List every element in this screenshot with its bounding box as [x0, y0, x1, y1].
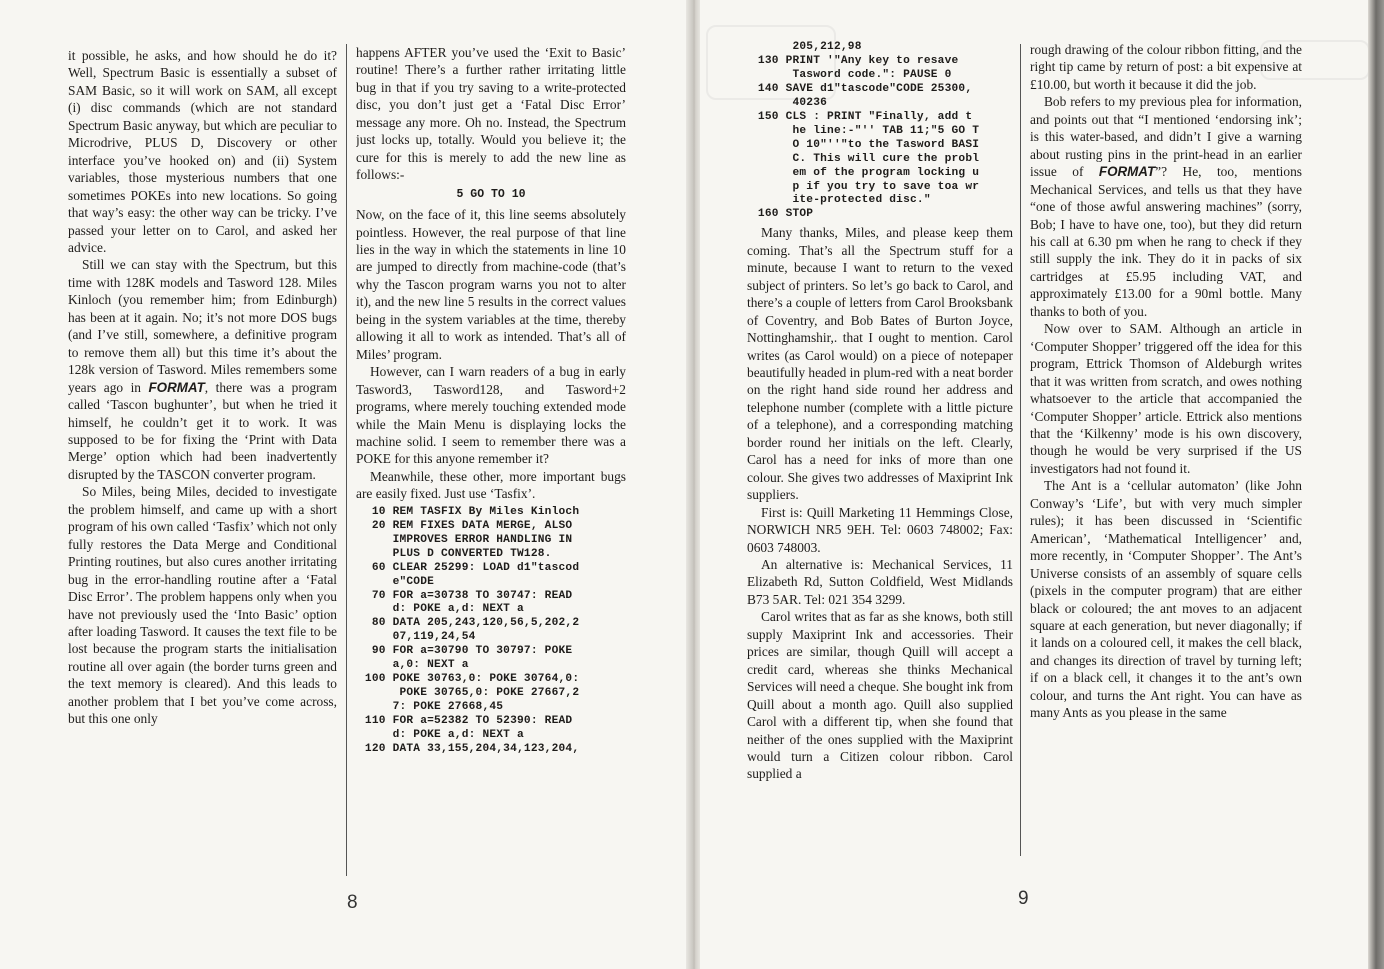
- left-column-2: [356, 44, 626, 864]
- paragraph: [356, 206, 626, 363]
- paragraph: [356, 468, 626, 503]
- magazine-title: FORMAT: [1098, 164, 1156, 180]
- paragraph: [747, 224, 1013, 503]
- column-divider: [1020, 44, 1021, 856]
- column-2-top-text: [356, 44, 626, 184]
- right-column-2: [1030, 41, 1302, 864]
- column-2-bottom-text: [356, 206, 626, 503]
- book-edge: [1368, 0, 1384, 969]
- tasfix-listing: 10 REM TASFIX By Miles Kinloch 20 REM FIXES DATA MERGE, ALSO IMPROVES ERROR HANDLING IN PLUS D CONVERTED TW128. 60 CLEAR 25299: LOAD d1"tascod e"CODE 70 FOR a=30738 TO 30747: READ d: POKE a,d: NEXT a 80 DATA 205,243,120,56,5,202,2 07,119,24,54 90 FOR a=30790 TO 30797: POKE a,0: NEXT a 100 POKE 30763,0: POKE 30764,0: POKE 30765,0: POKE 27667,2 7: POKE 27668,45 110 FOR a=52382 TO 52390: READ d: POKE a,d: NEXT a 120 DATA 33,155,204,34,123,204,: [364, 505, 580, 755]
- right-page: [700, 0, 1384, 969]
- paragraph-text: An alternative is: Mechanical Services, 11 Elizabeth Rd, Sutton Coldfield, West Midlands B73 5AR. Tel: 021 354 3299.: [747, 557, 1013, 607]
- paragraph-text: Meanwhile, these other, more important bugs are easily fixed. Just use ‘Tasfix’.: [356, 468, 626, 502]
- paragraph-text: ”? He, too, mentions Mechanical Services, and tells us that they have “one of those awful answering machines” (sorry, Bob; I have to have one, too), but they did return his call at 6.30 pm when he rang to check if they still supply the ink. They do it in packs of six cartridges at £5.95 including VAT, and approximately £13.00 for a 90ml bottle. Many thanks to both of you.: [1030, 164, 1302, 319]
- paragraph-text: , there was a program called ‘Tascon bughunter’, but when he tried it himself, he couldn’t get it to work. It was supposed to be for fixing the ‘Print with Data Merge’ option which had been inadvertently disrupted by the TASCON converter program.: [68, 379, 337, 482]
- tasfix-listing-continued: 205,212,98 130 PRINT '"Any key to resave Tasword code.": PAUSE 0 140 SAVE d1"tascode"CODE 25300, 40236 150 CLS : PRINT "Finally, add t he line:-"'' TAB 11;"5 GO T O 10"''"to the Tasword BASI C. This will cure the probl em of the program locking u p if you try to save toa wr ite-protected disc." 160 STOP: [757, 41, 980, 221]
- left-page: [0, 0, 688, 969]
- paragraph: [68, 483, 337, 727]
- paragraph: [1030, 477, 1302, 721]
- paragraph-text: Now, on the face of it, this line seems absolutely pointless. However, the real purpose of that line lies in the way in which the statements in line 10 are jumped to directly from machine-code (that’s why the Tascon program warns you not to alter it), and the new line 5 results in the correct values being in the system variables at the time, thereby allowing it all to work as intended. That’s all of Miles’ program.: [356, 207, 626, 362]
- paragraph-text: Carol writes that as far as she knows, both still supply Maxiprint Ink and accessories. Their prices are similar, though Quill will accept a credit card, whereas she thinks Mechanical Services will need a cheque. She bought ink from Quill about a month ago. Quill also supplied Carol with a different tip, when she found that neither of the ones supplied with the Maxiprint would turn a Citizen colour ribbon. Carol supplied a: [747, 609, 1013, 782]
- column-divider: [346, 44, 347, 876]
- code-line: 5 GO TO 10: [456, 187, 526, 201]
- paragraph-text: rough drawing of the colour ribbon fitting, and the right tip came by return of post: a bit expensive at £10.00, but worth it because it did the job.: [1030, 42, 1302, 92]
- right-column-1: [747, 41, 1013, 856]
- paragraph-text: Now over to SAM. Although an article in ‘Computer Shopper’ triggered off the idea for this program, Ettrick Thomson of Aldeburgh writes that it was written from scratch, and owes nothing whatsoever to the article that accompanied the ‘Computer Shopper’ article. Ettrick also mentions that the ‘Kilkenny’ mode is his own discovery, though he would be very surprised if the US investigators had not found it.: [1030, 321, 1302, 476]
- paragraph: [68, 256, 337, 483]
- paragraph: [356, 44, 626, 184]
- page-number: 8: [347, 892, 358, 913]
- paragraph: [747, 608, 1013, 783]
- paragraph-text: The Ant is a ‘cellular automaton’ (like John Conway’s ‘Life’, but with very much simpler rules); it has been discussed in ‘Scientific American’, ‘Mathematical Intelligencer’ and, more recently, in ‘Computer Shopper’. The Ant’s Universe consists of an assembly of square cells (pixels in the computer program) that are either black or coloured; the ant moves to an adjacent square at each generation, but never diagonally; if it lands on a coloured cell, it makes the cell black, and changes its direction of travel by turning left; if on a black cell, it changes it to the ant’s own colour, and turns the Ant right. You can have as many Ants as you please in the same: [1030, 478, 1302, 721]
- paragraph-text: However, can I warn readers of a bug in early Tasword3, Tasword128, and Tasword+2 programs, where merely touching extended mode while the Main Menu is displaying locks the machine solid. I seem to remember there was a POKE for this anyone remember it?: [356, 364, 626, 467]
- paragraph: [68, 47, 337, 256]
- paragraph-text: First is: Quill Marketing 11 Hemmings Close, NORWICH NR5 9EH. Tel: 0603 748002; Fax: 0603 748003.: [747, 504, 1013, 555]
- paragraph-text: Still we can stay with the Spectrum, but this time with 128K models and Tasword 128. Miles Kinloch (you remember him; from Edinburgh) has been at it again. No; it’s not more DOS bugs (and I’ve still, somewhere, a definitive program to remove them all) but this time it’s about the 128k version of Tasword. Miles remembers some years ago in: [68, 257, 337, 395]
- paragraph-text: happens AFTER you’ve used the ‘Exit to Basic’ routine! There’s a further rather irritating little bug in that if you try saving to a write-protected disc, you don’t just get a ‘Fatal Disc Error’ message any more. Oh no. Instead, the Spectrum just locks up, totally. Would you believe it; the cure for this is merely to add the new line as follows:-: [356, 45, 626, 183]
- paragraph: [1030, 41, 1302, 93]
- page-number: 9: [1018, 888, 1029, 909]
- paragraph: [356, 363, 626, 468]
- paragraph-text: it possible, he asks, and how should he do it? Well, Spectrum Basic is essentially a subset of SAM Basic, so it will work on SAM, all except (i) disc commands (which are not standard Spectrum Basic anyway, but which are peculiar to Microdrive, PLUS D, Discovery or other interface you’ve hooked on) and (ii) System variables, those mysterious numbers that one sometimes POKEs into new locations. So going that way’s easy: the other way can be tricky. I’ve passed your letter on to Carol, and asked her advice.: [68, 48, 337, 255]
- paragraph-text: So Miles, being Miles, decided to investigate the problem himself, and came up with a short program of his own called ‘Tasfix’ which not only fully restores the Data Merge and Conditional Printing routines, but also cures another irritating bug in the error-handling routine after a ‘Fatal Disc Error’. The problem happens only when you have not previously used the ‘Into Basic’ option after loading Tasword. It causes the text file to be lost because the program starts the initialisation routine all over again (the border turns green and the text memory is cleared). And this leads to another problem that I bet you’ve come across, but this one only: [68, 484, 337, 727]
- paragraph: [747, 556, 1013, 608]
- magazine-title: FORMAT: [148, 379, 205, 395]
- left-column-1: [68, 47, 337, 870]
- right-column-1-text: [747, 224, 1013, 783]
- paragraph: [1030, 320, 1302, 477]
- paragraph-text: Bob refers to my previous plea for information, and points out that “I mentioned ‘endorsing ink’; is this water-based, and didn’t I give a warning about rusting pins in the print-head in an earlier issue of: [1030, 94, 1302, 180]
- paragraph: [1030, 93, 1302, 320]
- paragraph-text: Many thanks, Miles, and please keep them coming. That’s all the Spectrum stuff for a minute, because I want to return to the vexed subject of printers. So let’s go back to Carol, and there’s a couple of letters from Carol Brooksbank of Coventry, and Bob Bates of Burton Joyce, Nottinghamshir,. that I ought to mention. Carol writes (as Carol would) on a piece of notepaper beautifully headed in plum-red with a neat border on the right hand side round her address and telephone number (complete with a little picture of a telephone), and a corresponding matching border round her initials on the left. Clearly, Carol has a need for inks of more than one colour. She gives two addresses of Maxiprint Ink suppliers.: [747, 225, 1013, 503]
- paragraph: [747, 504, 1013, 556]
